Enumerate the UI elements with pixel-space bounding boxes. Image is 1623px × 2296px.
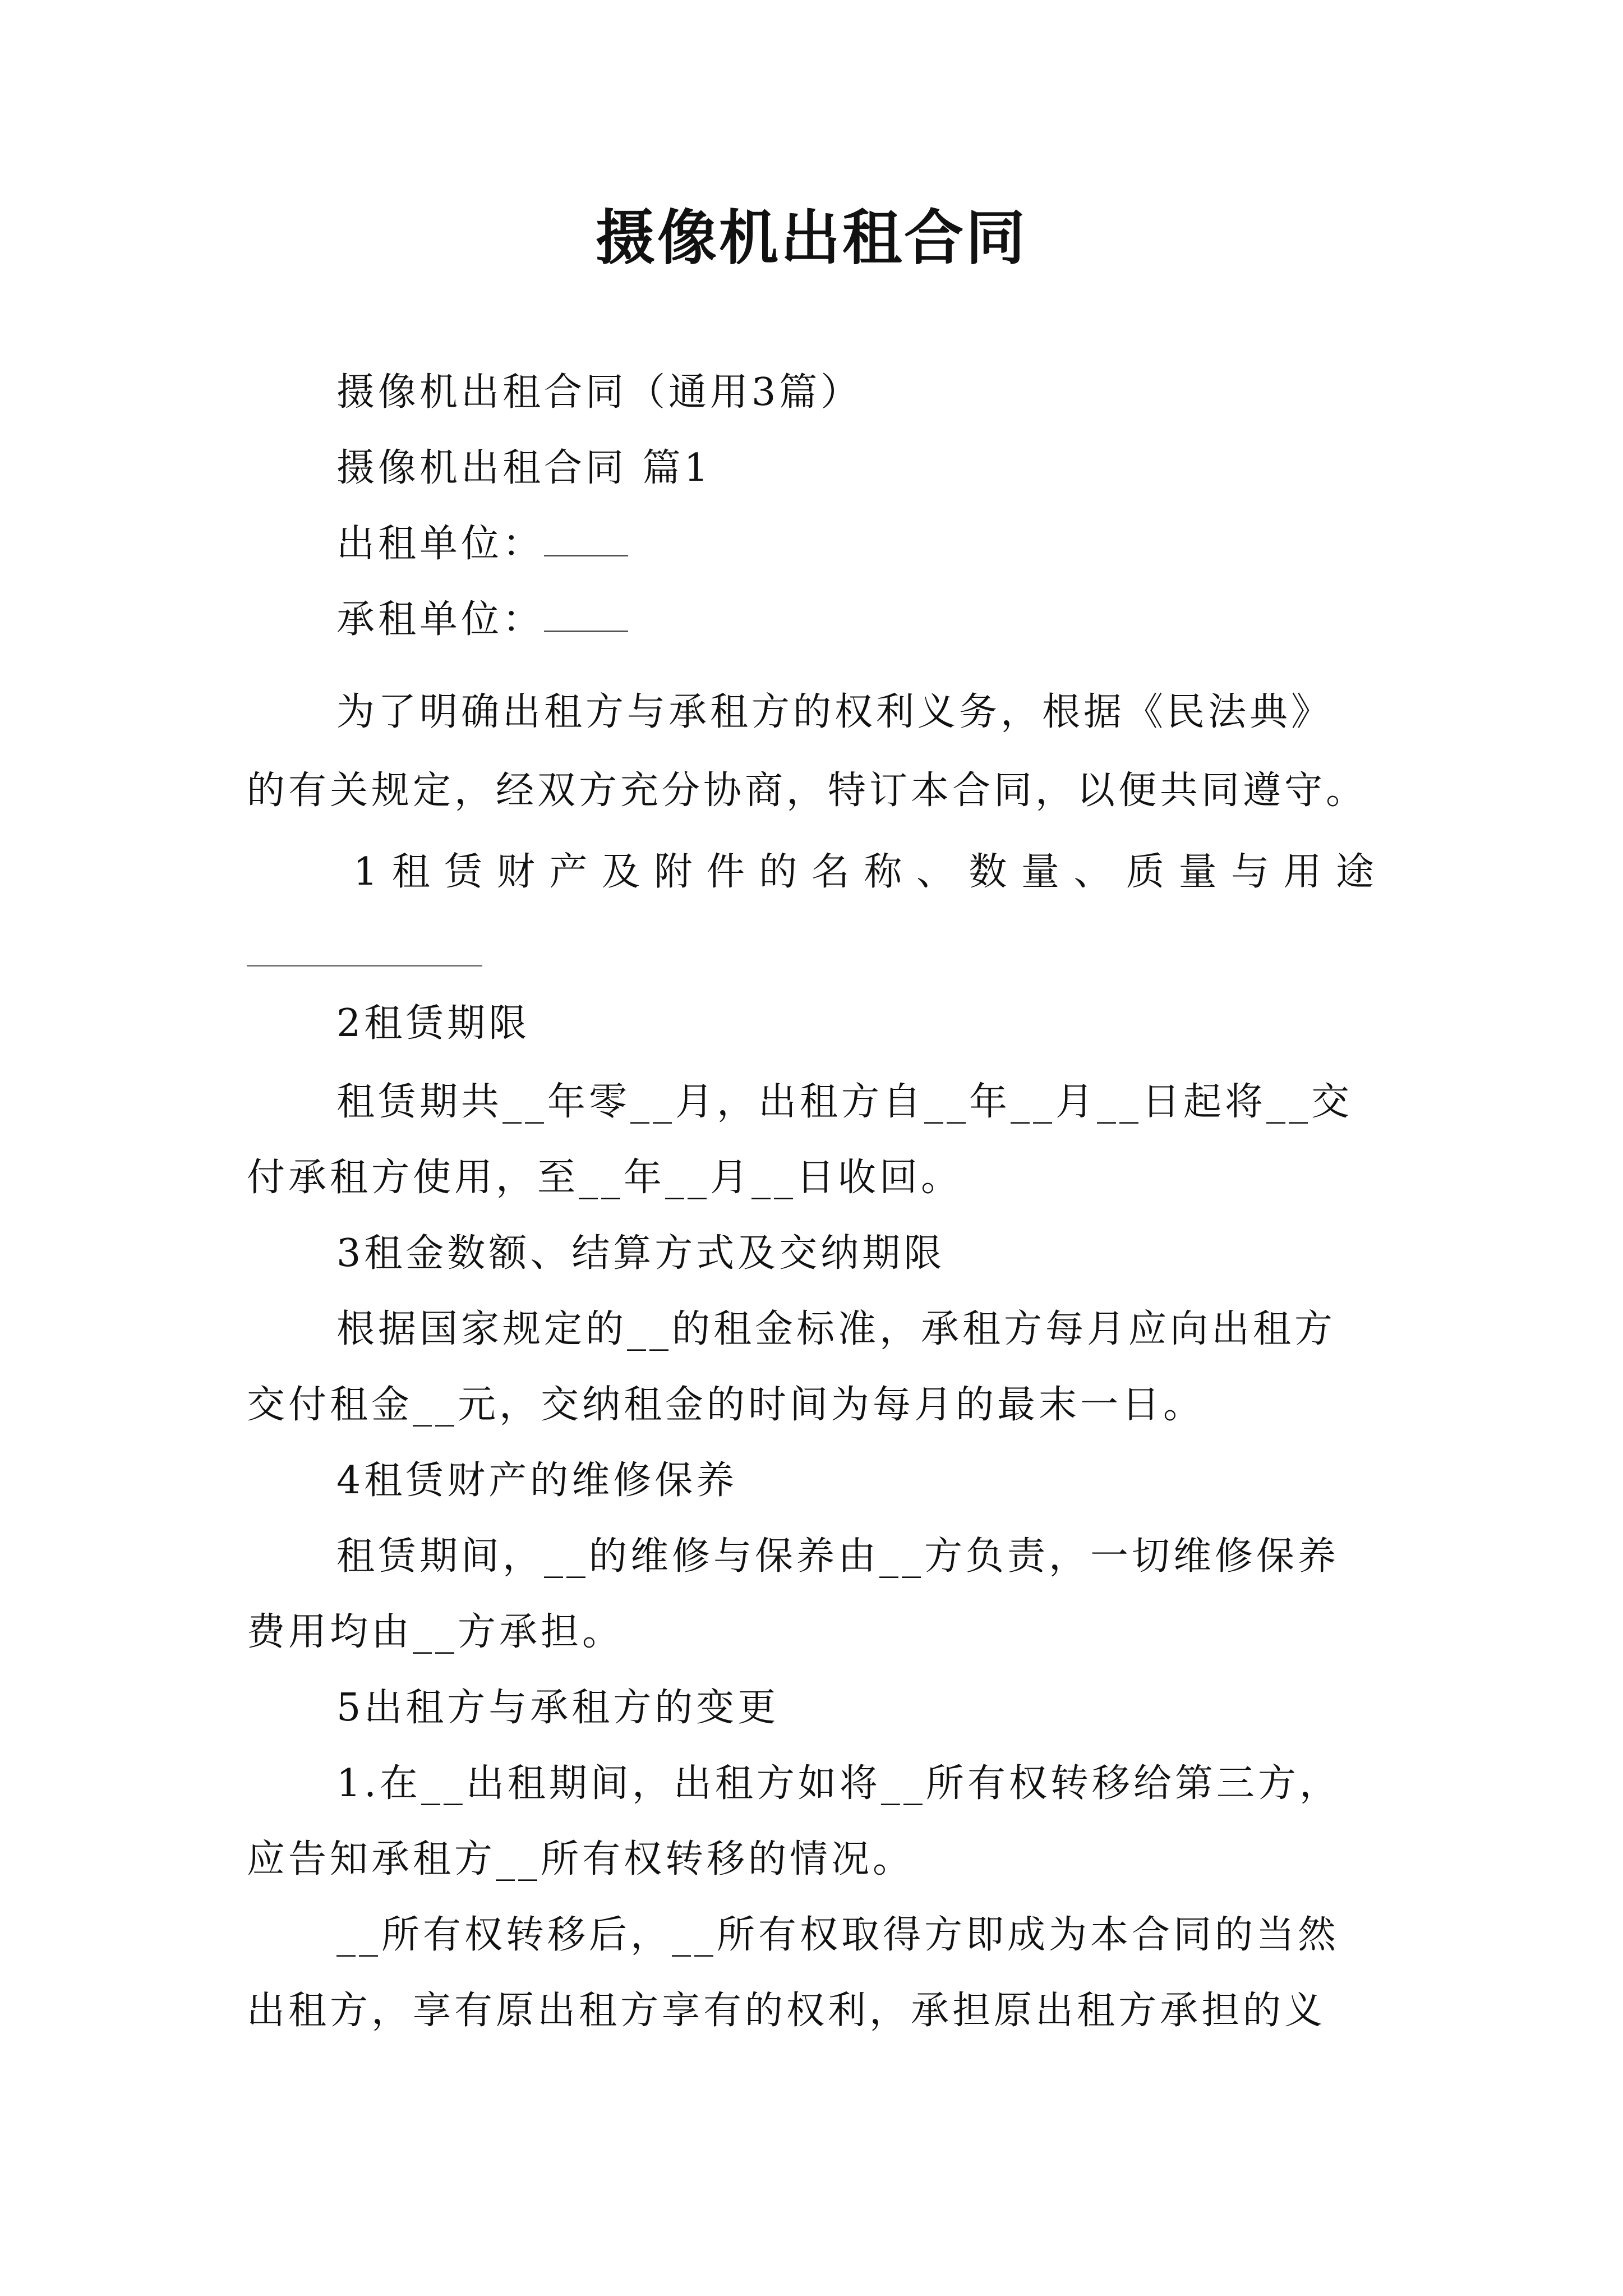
lessee-field [336,595,628,645]
section-5-para-1-line-1: 1.在__出租期间，出租方如将__所有权转移给第三方， [336,1761,1341,1806]
section-3-heading: 3租金数额、结算方式及交纳期限 [336,1231,946,1276]
section-2-line-1: 租赁期共__年零__月，出租方自__年__月__日起将__交 [336,1080,1353,1124]
lessor-label: 出租单位： [336,522,545,566]
section-4-heading: 4租赁财产的维修保养 [336,1458,738,1503]
section-3-line-2: 交付租金__元，交纳租金的时间为每月的最末一日。 [247,1383,1205,1427]
document-subtitle: 摄像机出租合同（通用3篇） [336,370,863,415]
section-5-para-2-line-2: 出租方，享有原出租方享有的权利，承担原出租方承担的义 [247,1989,1326,2033]
intro-line-1: 为了明确出租方与承租方的权利义务，根据《民法典》 [336,690,1333,734]
section-4-line-2: 费用均由__方承担。 [247,1610,624,1654]
lessor-field [336,519,628,569]
section-2-heading: 2租赁期限 [336,1001,531,1046]
section-5-para-1-line-2: 应告知承租方__所有权转移的情况。 [247,1837,915,1881]
section-2-line-2: 付承租方使用，至__年__月__日收回。 [247,1156,963,1200]
section-5-para-2-line-1: __所有权转移后，__所有权取得方即成为本合同的当然 [336,1913,1340,1957]
part-heading: 摄像机出租合同 篇1 [336,446,712,490]
lessee-label: 承租单位： [336,597,545,642]
section-4-line-1: 租赁期间，__的维修与保养由__方负责，一切维修保养 [336,1534,1340,1579]
section-5-heading: 5出租方与承租方的变更 [336,1686,780,1730]
document-title: 摄像机出租合同 [596,204,1027,273]
section-1-heading: 1租赁财产及附件的名称、数量、质量与用途 [353,850,1374,894]
section-1-underline [247,965,482,967]
section-3-line-1: 根据国家规定的__的租金标准，承租方每月应向出租方 [336,1307,1336,1351]
lessor-blank [544,520,628,556]
intro-line-2: 的有关规定，经双方充分协商，特订本合同，以便共同遵守。 [247,769,1368,813]
lessee-blank [544,596,628,632]
